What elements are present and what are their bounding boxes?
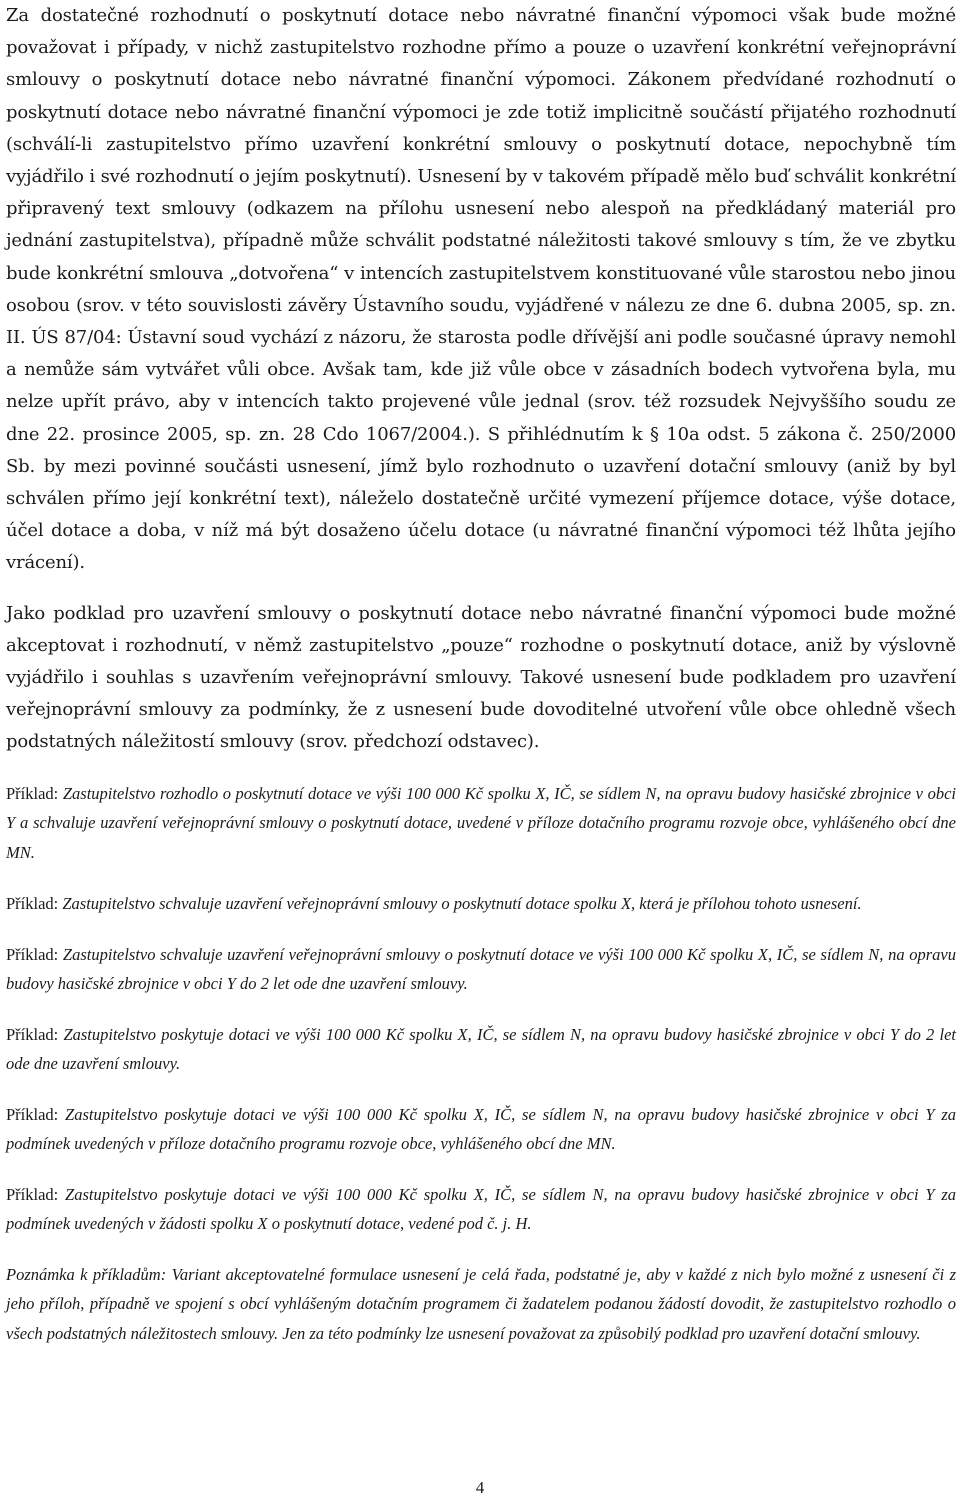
example-lead: Příklad:	[6, 944, 59, 964]
example-6	[6, 1180, 956, 1239]
example-2	[6, 889, 956, 919]
body-paragraph-1: Za dostatečné rozhodnutí o poskytnutí dotace nebo návratné finanční výpomoci však bude možné považovat i případy, v nichž zastupitelstvo rozhodne přímo a pouze o uzavření konkrétní veřejnoprávní smlouvy o poskytnutí dotace nebo návratné finanční výpomoci. Zákonem předvídané rozhodnutí o poskytnutí dotace nebo návratné finanční výpomoci je zde totiž implicitně součástí přijatého rozhodnutí (schválí-li zastupitelstvo přímo uzavření konkrétní smlouvy o poskytnutí dotace, nepochybně tím vyjádřilo i své rozhodnutí o jejím poskytnutí). Usnesení by v takovém případě mělo buď schválit konkrétní připravený text smlouvy (odkazem na přílohu usnesení nebo alespoň na předkládaný materiál pro jednání zastupitelstva), případně může schválit podstatné náležitosti takové smlouvy s tím, že ve zbytku bude konkrétní smlouva „dotvořena“ v intencích zastupitelstvem konstituované vůle starostou nebo jinou osobou (srov. v této souvislosti závěry Ústavního soudu, vyjádřené v nálezu ze dne 6. dubna 2005, sp. zn. II. ÚS 87/04: Ústavní soud vychází z názoru, že starosta podle dřívější ani podle současné úpravy nemohl a nemůže sám vytvářet vůli obce. Avšak tam, kde již vůle obce v zásadních bodech vytvořena byla, mu nelze upřít právo, aby v intencích takto projevené vůle jednal (srov. též rozsudek Nejvyššího soudu ze dne 22. prosince 2005, sp. zn. 28 Cdo 1067/2004.). S přihlédnutím k § 10a odst. 5 zákona č. 250/2000 Sb. by mezi povinné součásti usnesení, jímž bylo rozhodnuto o uzavření dotační smlouvy (aniž by byl schválen přímo její konkrétní text), náleželo dostatečně určité vymezení příjemce dotace, výše dotace, účel dotace a doba, v níž má být dosaženo účelu dotace (u návratné finanční výpomoci též lhůta jejího vrácení).	[6, 5, 956, 574]
example-lead: Příklad:	[6, 894, 59, 914]
examples-note: Poznámka k příkladům: Variant akceptovatelné formulace usnesení je celá řada, podstatné je, aby v každé z nich bylo možné z usnesení či z jeho příloh, případně ve spojení s obcí vyhlášeným dotačním programem či žadatelem podanou žádostí dovodit, že zastupitelstvo rozhodlo o všech podstatných náležitostech smlouvy. Jen za této podmínky lze usnesení považovat za způsobilý podklad pro uzavření dotační smlouvy.	[6, 1264, 956, 1343]
example-text: Zastupitelstvo poskytuje dotaci ve výši 100 000 Kč spolku X, IČ, se sídlem N, na opravu budovy hasičské zbrojnice v obci Y za podmínek uvedených v příloze dotačního programu rozvoje obce, vyhlášeného obcí dne MN.	[6, 1104, 956, 1154]
example-1	[6, 779, 956, 868]
example-5	[6, 1100, 956, 1159]
body-paragraph-2: Jako podklad pro uzavření smlouvy o poskytnutí dotace nebo návratné finanční výpomoci bude možné akceptovat i rozhodnutí, v němž zastupitelstvo „pouze“ rozhodne o poskytnutí dotace, aniž by výslovně vyjádřilo i souhlas s uzavřením veřejnoprávní smlouvy. Takové usnesení bude podkladem pro uzavření veřejnoprávní smlouvy za podmínky, že z usnesení bude dovoditelné utvoření vůle obce ohledně všech podstatných náležitostí smlouvy (srov. předchozí odstavec).	[6, 602, 956, 753]
example-3	[6, 940, 956, 999]
example-text: Zastupitelstvo schvaluje uzavření veřejnoprávní smlouvy o poskytnutí dotace ve výši 100 000 Kč spolku X, IČ, se sídlem N, na opravu budovy hasičské zbrojnice v obci Y do 2 let ode dne uzavření smlouvy.	[6, 944, 956, 994]
example-lead: Příklad:	[6, 1184, 59, 1204]
example-4	[6, 1020, 956, 1079]
example-lead: Příklad:	[6, 1024, 59, 1044]
example-lead: Příklad:	[6, 783, 59, 803]
example-text: Zastupitelstvo poskytuje dotaci ve výši 100 000 Kč spolku X, IČ, se sídlem N, na opravu budovy hasičské zbrojnice v obci Y do 2 let ode dne uzavření smlouvy.	[6, 1024, 956, 1074]
example-text: Zastupitelstvo poskytuje dotaci ve výši 100 000 Kč spolku X, IČ, se sídlem N, na opravu budovy hasičské zbrojnice v obci Y za podmínek uvedených v žádosti spolku X o poskytnutí dotace, vedené pod č. j. H.	[6, 1184, 956, 1234]
example-text: Zastupitelstvo rozhodlo o poskytnutí dotace ve výši 100 000 Kč spolku X, IČ, se sídlem N, na opravu budovy hasičské zbrojnice v obci Y a schvaluje uzavření veřejnoprávní smlouvy o poskytnutí dotace, uvedené v příloze dotačního programu rozvoje obce, vyhlášeného obcí dne MN.	[6, 783, 956, 862]
page-number: 4	[475, 1478, 485, 1497]
example-lead: Příklad:	[6, 1104, 59, 1124]
example-text: Zastupitelstvo schvaluje uzavření veřejnoprávní smlouvy o poskytnutí dotace spolku X, která je přílohou tohoto usnesení.	[58, 894, 862, 914]
document-page	[6, 0, 956, 1348]
